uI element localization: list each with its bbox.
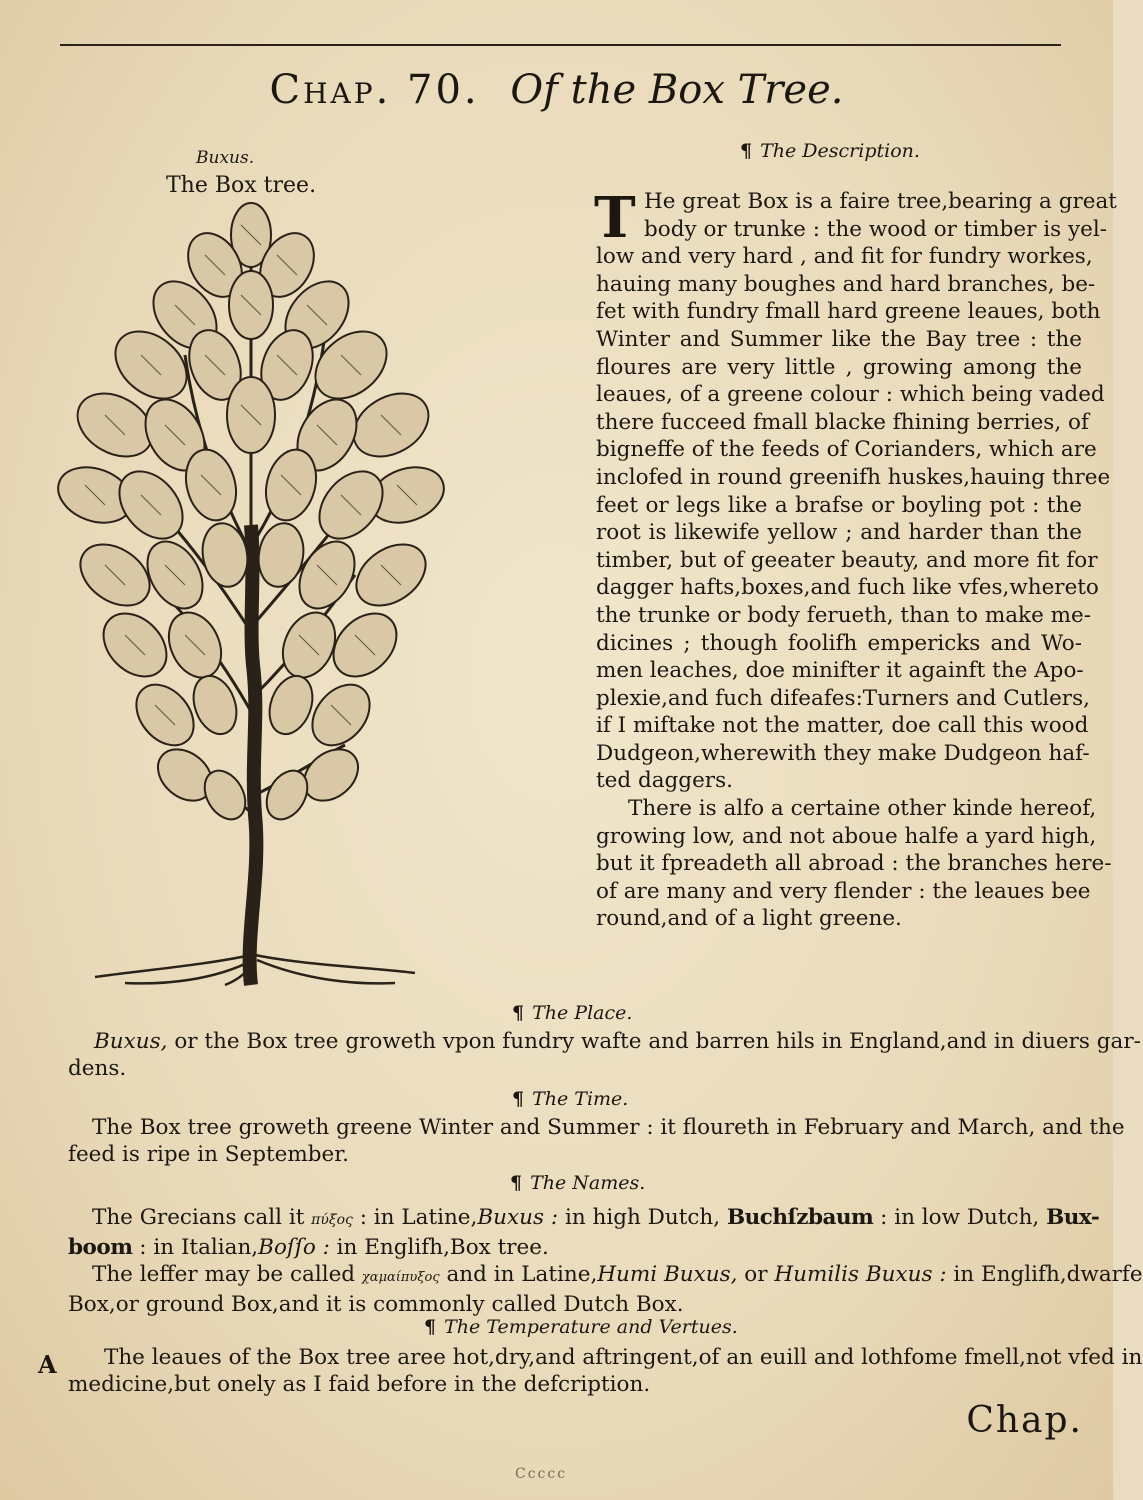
drop-cap: T [594, 185, 636, 251]
figure-latin-caption: Buxus. [196, 148, 255, 168]
desc-line: Dudgeon,wherewith they make Dudgeon haf- [596, 740, 1090, 766]
blackletter-term: Bux- [1046, 1205, 1100, 1230]
greek-term: πύξος [311, 1212, 353, 1228]
signature-mark: Ccccc [515, 1466, 568, 1482]
time-line: feed is ripe in September. [68, 1142, 349, 1167]
latin-term: Buxus : [477, 1205, 559, 1230]
desc-line: round,and of a light greene. [596, 906, 902, 932]
desc-line: He great Box is a faire tree,bearing a great [644, 189, 1117, 214]
catchword: Chap. [966, 1400, 1083, 1441]
pilcrow-icon: ¶ [740, 140, 753, 162]
chapter-number: Chap. 70. [269, 67, 480, 113]
desc-line: dagger hafts,boxes,and fuch like vfes,whereto [596, 575, 1099, 601]
blackletter-term: Buchſzbaum [726, 1205, 874, 1230]
desc-line: Winter and Summer like the Bay tree : the [596, 326, 1082, 352]
desc-line: There is alfo a certaine other kinde hereof, [628, 796, 1097, 822]
pilcrow-icon: ¶ [512, 1088, 525, 1110]
names-text-run: or [737, 1262, 775, 1287]
header-rule [60, 44, 1061, 46]
names-line: Box,or ground Box,and it is commonly called Dutch Box. [68, 1292, 684, 1317]
names-text-run: The leffer may be called [92, 1262, 362, 1287]
pilcrow-icon: ¶ [424, 1316, 437, 1338]
pilcrow-icon: ¶ [512, 1002, 525, 1024]
time-line: The Box tree groweth greene Winter and Summer : it floureth in February and March, and the [92, 1115, 1125, 1140]
names-text-run: : in Italian, [132, 1235, 259, 1260]
place-text [68, 1028, 1141, 1082]
desc-line: inclofed in round greenifh huskes,hauing three [596, 464, 1111, 490]
margin-letter: A [38, 1350, 57, 1379]
chapter-name: Of the Box Tree. [510, 67, 844, 113]
desc-line: the trunke or body ferueth, than to make me- [596, 602, 1092, 628]
latin-term: Humi Buxus, [597, 1262, 738, 1287]
box-tree-woodcut [55, 195, 455, 985]
chapter-title [0, 66, 1113, 114]
latin-term: Humilis Buxus : [774, 1262, 947, 1287]
greek-term: χαμαίπυξος [361, 1270, 440, 1285]
names-text-run: in high Dutch, [558, 1205, 727, 1230]
names-text-run: and in Latine, [439, 1262, 598, 1287]
names-text-run: The Grecians call it [92, 1205, 312, 1230]
desc-line: low and very hard , and fit for fundry workes, [596, 244, 1093, 270]
desc-line: ted daggers. [596, 768, 733, 794]
temperature-line: The leaues of the Box tree aree hot,dry,and aftringent,of an euill and lothfome fmell,not vfed in [104, 1345, 1143, 1370]
desc-line: hauing many boughes and hard branches, be- [596, 271, 1096, 297]
desc-line: fet with fundry fmall hard greene leaues, both [596, 299, 1101, 325]
blackletter-term: boom [68, 1235, 133, 1260]
description-heading: ¶ The Description. [740, 140, 920, 162]
desc-line: dicines ; though foolifh empericks and Wo- [596, 630, 1082, 656]
place-line: dens. [68, 1056, 127, 1081]
desc-line: of are many and very flender : the leaues bee [596, 878, 1091, 904]
pilcrow-icon: ¶ [510, 1172, 523, 1194]
desc-line: timber, but of geeater beauty, and more fit for [596, 547, 1098, 573]
desc-line: floures are very little , growing among the [596, 354, 1082, 380]
desc-line: but it fpreadeth all abroad : the branches here- [596, 851, 1112, 877]
desc-line: men leaches, doe minifter it againft the Apo- [596, 658, 1084, 684]
desc-line: bigneffe of the feeds of Corianders, which are [596, 437, 1097, 463]
desc-line: if I miftake not the matter, doe call this wood [596, 713, 1089, 739]
place-heading: ¶ The Place. [512, 1002, 633, 1024]
tree-trunk [250, 525, 257, 985]
temperature-line: medicine,but onely as I faid before in the defcription. [68, 1372, 651, 1397]
time-heading: ¶ The Time. [512, 1088, 629, 1110]
temperature-text [68, 1344, 1143, 1398]
place-line: or the Box tree groweth vpon fundry wafte and barren hils in England,and in diuers gar- [167, 1029, 1141, 1054]
desc-line: plexie,and fuch difeafes:Turners and Cutlers, [596, 685, 1090, 711]
italian-term: Boſſo : [258, 1235, 330, 1260]
names-text [68, 1204, 1143, 1318]
names-text-run: in Englifh,Box tree. [329, 1235, 549, 1260]
desc-line: leaues, of a greene colour : which being vaded [596, 382, 1105, 408]
names-text-run: : in low Dutch, [873, 1205, 1047, 1230]
desc-line: there fucceed fmall blacke fhining berries, of [596, 409, 1089, 435]
desc-line: body or trunke : the wood or timber is yel- [644, 216, 1108, 242]
description-text [594, 185, 1117, 933]
names-text-run: : in Latine, [352, 1205, 478, 1230]
time-text [68, 1114, 1125, 1168]
desc-line: feet or legs like a brafse or boyling pot : the [596, 492, 1082, 518]
names-text-run: in Englifh,dwarfe [946, 1262, 1143, 1287]
figure-english-caption: The Box tree. [166, 173, 317, 198]
latin-term: Buxus, [94, 1029, 168, 1054]
names-heading: ¶ The Names. [510, 1172, 646, 1194]
temperature-heading: ¶ The Temperature and Vertues. [424, 1316, 738, 1338]
desc-line: growing low, and not aboue halfe a yard high, [596, 823, 1097, 849]
desc-line: root is likewife yellow ; and harder than the [596, 520, 1082, 546]
